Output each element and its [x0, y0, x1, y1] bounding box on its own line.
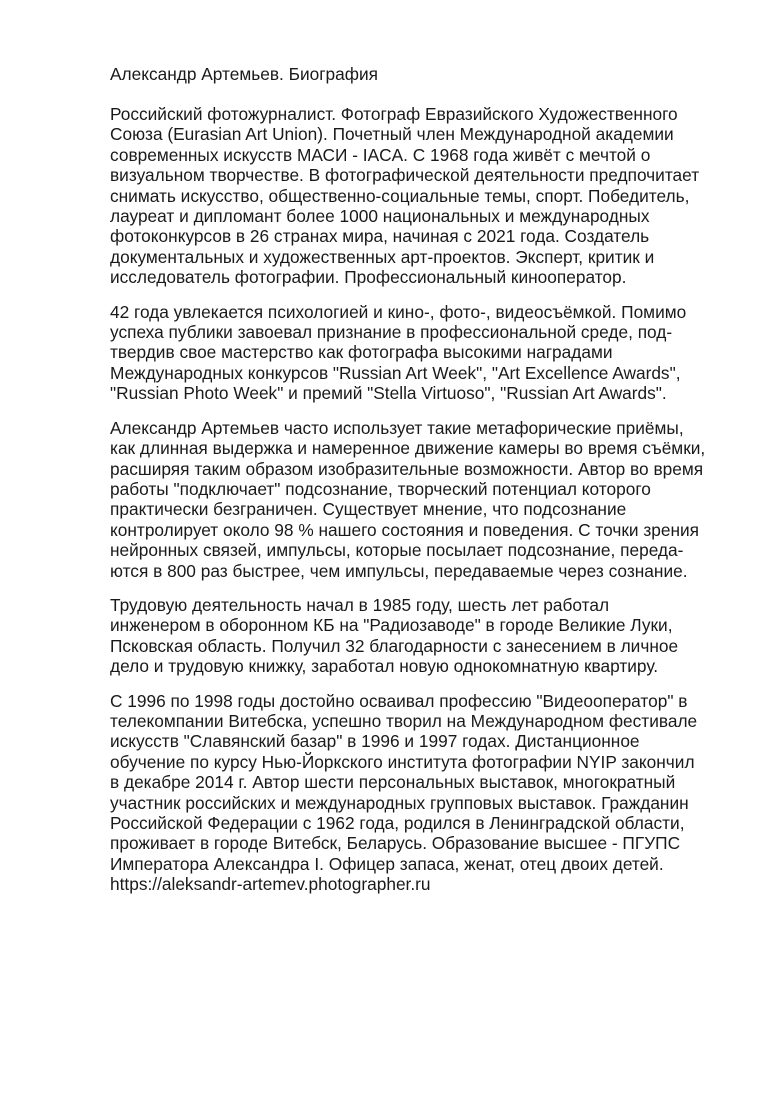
paragraph-technique [110, 418, 730, 581]
text-line: 42 года увлекается психологией и кино-, фото-, видеосъёмкой. Помимо [110, 301, 687, 322]
document-title: Александр Артемьев. Биография [110, 64, 378, 84]
text-line: практически безграничен. Существует мнение, что подсознание [110, 499, 627, 520]
text-line: С 1996 по 1998 годы достойно осваивал профессию "Видеооператор" в [110, 690, 688, 711]
text-line: "Russian Photo Week" и премий "Stella Virtuoso", "Russian Art Awards". [110, 383, 667, 404]
text-line: Российской Федерации с 1962 года, родился в Ленинградской области, [110, 813, 685, 833]
paragraph-awards [110, 302, 730, 404]
text-line: ются в 800 раз быстрее, чем импульсы, передаваемые через сознание. [110, 560, 688, 581]
text-line: телекомпании Витебска, успешно творил на Международном фестивале [110, 710, 698, 731]
text-line: дело и трудовую книжку, заработал новую однокомнатную квартиру. [110, 656, 659, 677]
text-line: расширяя таким образом изобразительные возможности. Автор во время [110, 458, 704, 479]
document-page [110, 62, 730, 909]
text-line: Трудовую деятельность начал в 1985 году, шесть лет работал [110, 594, 610, 615]
text-line: Александр Артемьев часто использует такие метафорические приёмы, [110, 417, 684, 438]
text-line: твердив свое мастерство как фотографа высокими наградами [110, 342, 613, 363]
text-line: работы "подключает" подсознание, творческий потенциал которого [110, 478, 651, 499]
text-line: Псковская область. Получил 32 благодарности с занесением в личное [110, 635, 679, 656]
text-line: инженером в оборонном КБ на "Радиозаводе" в городе Великие Луки, [110, 615, 673, 636]
text-line: Императора Александра I. Офицер запаса, женат, отец двоих детей. [110, 853, 664, 874]
text-line: контролирует около 98 % нашего состояния и поведения. С точки зрения [110, 519, 700, 540]
text-line: обучение по курсу Нью-Йоркского института фотографии NYIP закончил [110, 751, 695, 772]
text-line: успеха публики завоевал признание в профессиональной среде, под- [110, 322, 673, 343]
text-line: Российский фотожурналист. Фотограф Евразийского Художественного [110, 104, 678, 124]
paragraph-intro [110, 104, 730, 288]
text-line: визуальном творчестве. В фотографической деятельности предпочитает [110, 165, 700, 186]
text-line: искусств "Славянский базар" в 1996 и 1997 годах. Дистанционное [110, 731, 640, 752]
text-line: фотоконкурсов в 26 странах мира, начиная с 2021 года. Создатель [110, 226, 650, 247]
paragraph-education [110, 691, 730, 895]
text-line: Международных конкурсов "Russian Art Week", "Art Excellence Awards", [110, 362, 681, 383]
text-line: современных искусств МАСИ - IACA. С 1968 года живёт с мечтой о [110, 144, 651, 165]
text-line: лауреат и дипломант более 1000 национальных и международных [110, 206, 650, 227]
paragraph-career [110, 595, 730, 677]
text-line: как длинная выдержка и намеренное движение камеры во время съёмки, [110, 438, 706, 459]
text-line: документальных и художественных арт-проектов. Эксперт, критик и [110, 246, 655, 267]
text-line: нейронных связей, импульсы, которые посылает подсознание, переда- [110, 540, 684, 561]
text-line: Союза (Eurasian Art Union). Почетный член Международной академии [110, 124, 674, 145]
text-line: снимать искусство, общественно-социальные темы, спорт. Победитель, [110, 185, 690, 206]
website-url: https://aleksandr-artemev.photographer.ru [110, 874, 431, 895]
text-line: участник российских и международных групповых выставок. Гражданин [110, 792, 689, 813]
text-line: в декабре 2014 г. Автор шести персональных выставок, многократный [110, 772, 676, 793]
text-line: исследователь фотографии. Профессиональный кинооператор. [110, 267, 627, 288]
text-line: проживает в городе Витебск, Беларусь. Образование высшее - ПГУПС [110, 833, 681, 854]
